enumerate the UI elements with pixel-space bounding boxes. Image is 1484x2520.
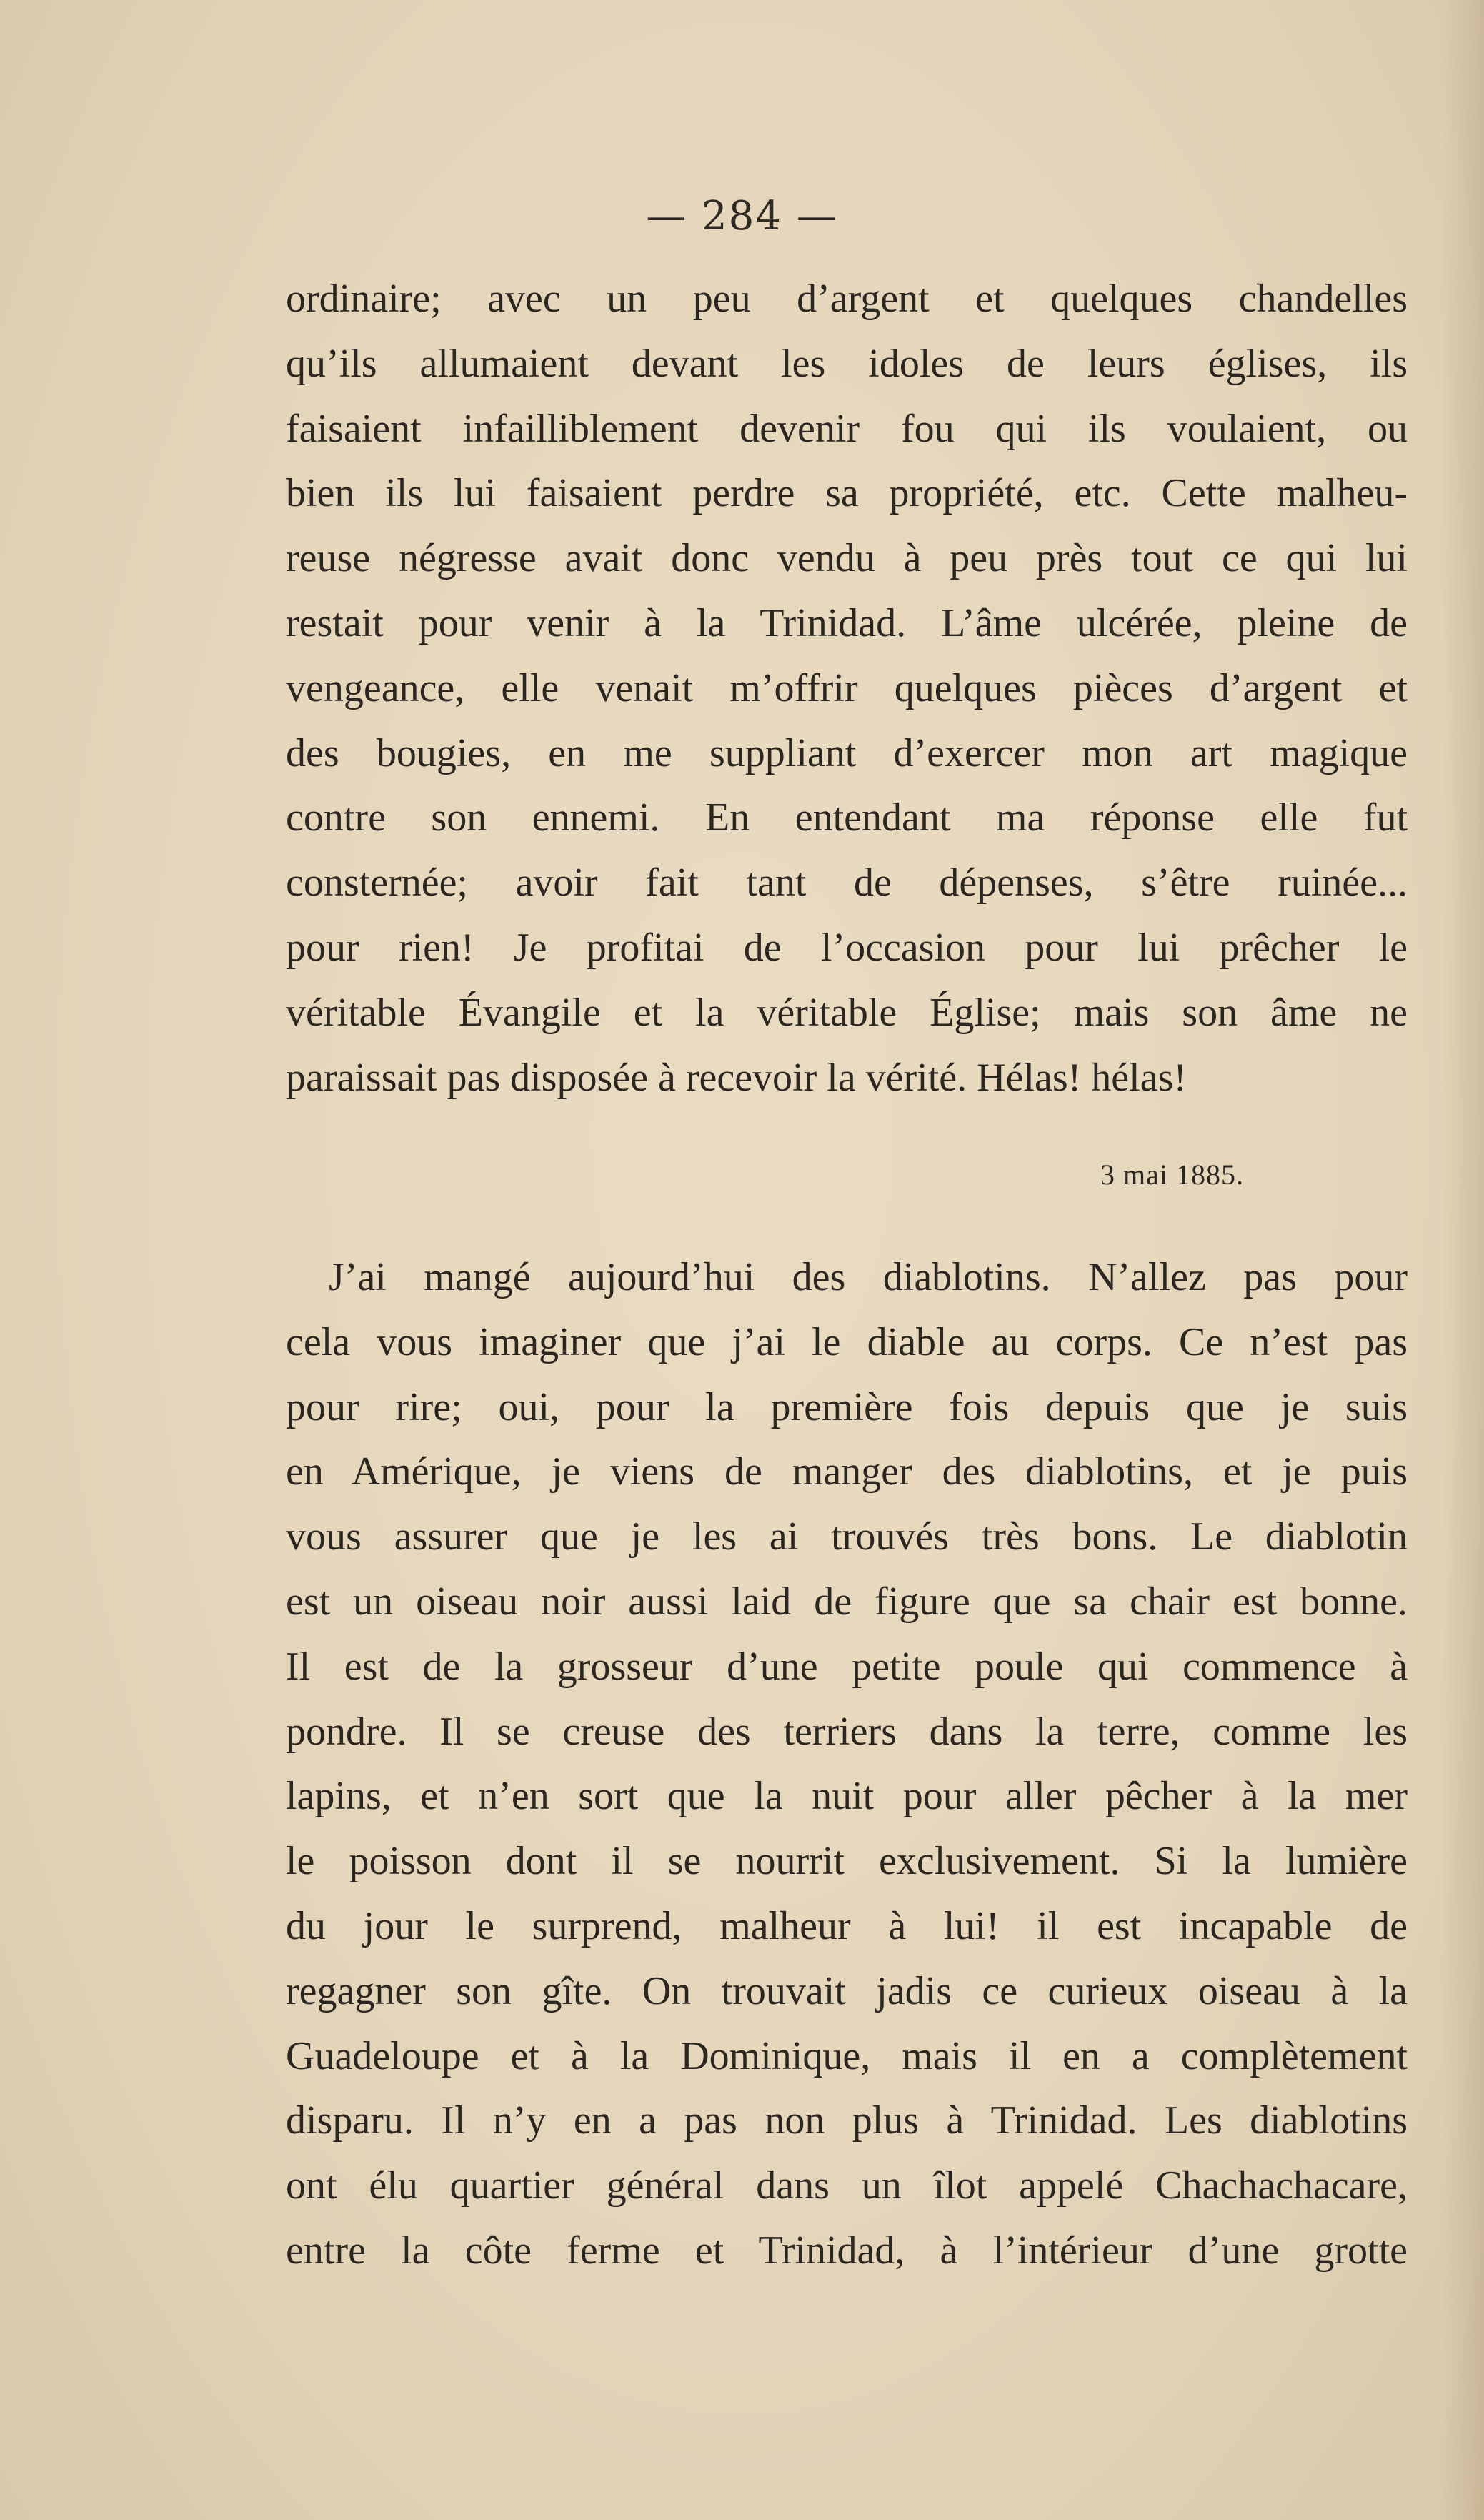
text-line: pour rire; oui, pour la première fois depuis que je suis [286, 1384, 1408, 1429]
text-line: du jour le surprend, malheur à lui! il est incapable de [286, 1903, 1408, 1948]
text-line: J’ai mangé aujourd’hui des diablotins. N’allez pas pour [329, 1255, 1408, 1299]
text-line: restait pour venir à la Trinidad. L’âme ulcérée, pleine de [286, 600, 1408, 645]
text-line: est un oiseau noir aussi laid de figure que sa chair est bonne. [286, 1579, 1408, 1624]
paragraph-1 [286, 267, 1408, 1110]
text-line: ont élu quartier général dans un îlot appelé Chachachacare, [286, 2163, 1408, 2208]
text-line: consternée; avoir fait tant de dépenses, s’être ruinée... [286, 860, 1408, 906]
text-line: des bougies, en me suppliant d’exercer mon art magique [286, 730, 1408, 775]
text-line: cela vous imaginer que j’ai le diable au corps. Ce n’est pas [286, 1319, 1408, 1364]
text-line: en Amérique, je viens de manger des diablotins, et je puis [286, 1449, 1408, 1494]
text-line: reuse négresse avait donc vendu à peu près tout ce qui lui [286, 536, 1408, 581]
text-line: lapins, et n’en sort que la nuit pour aller pêcher à la mer [286, 1774, 1408, 1819]
text-line: contre son ennemi. En entendant ma réponse elle fut [286, 795, 1408, 840]
text-line: ordinaire; avec un peu d’argent et quelques chandelles [286, 277, 1408, 321]
text-line: disparu. Il n’y en a pas non plus à Trinidad. Les diablotins [286, 2098, 1408, 2143]
text-line: Guadeloupe et à la Dominique, mais il en a complètement [286, 2033, 1408, 2078]
text-line: qu’ils allumaient devant les idoles de leurs églises, ils [286, 341, 1408, 386]
entry-date: 3 mai 1885. [1100, 1159, 1244, 1191]
text-line: pour rien! Je profitai de l’occasion pour lui prêcher le [286, 925, 1408, 970]
text-line: paraissait pas disposée à recevoir la vérité. Hélas! hélas! [286, 1055, 1187, 1100]
text-line: faisaient infailliblement devenir fou qui ils voulaient, ou [286, 406, 1408, 451]
text-line: pondre. Il se creuse des terriers dans la terre, comme les [286, 1709, 1408, 1754]
text-line: bien ils lui faisaient perdre sa propriété, etc. Cette malheu- [286, 471, 1408, 516]
text-line: véritable Évangile et la véritable Église; mais son âme ne [286, 990, 1408, 1035]
page-number: — 284 — [646, 193, 838, 239]
text-line: vous assurer que je les ai trouvés très bons. Le diablotin [286, 1514, 1408, 1559]
paragraph-2 [286, 1245, 1408, 2283]
page-edge-shadow [1441, 0, 1484, 2520]
text-line: regagner son gîte. On trouvait jadis ce curieux oiseau à la [286, 1968, 1408, 2013]
text-line: le poisson dont il se nourrit exclusivement. Si la lumière [286, 1839, 1408, 1884]
text-line: Il est de la grosseur d’une petite poule qui commence à [286, 1644, 1408, 1689]
text-line: vengeance, elle venait m’offrir quelques pièces d’argent et [286, 665, 1408, 710]
text-line: entre la côte ferme et Trinidad, à l’intérieur d’une grotte [286, 2228, 1408, 2273]
